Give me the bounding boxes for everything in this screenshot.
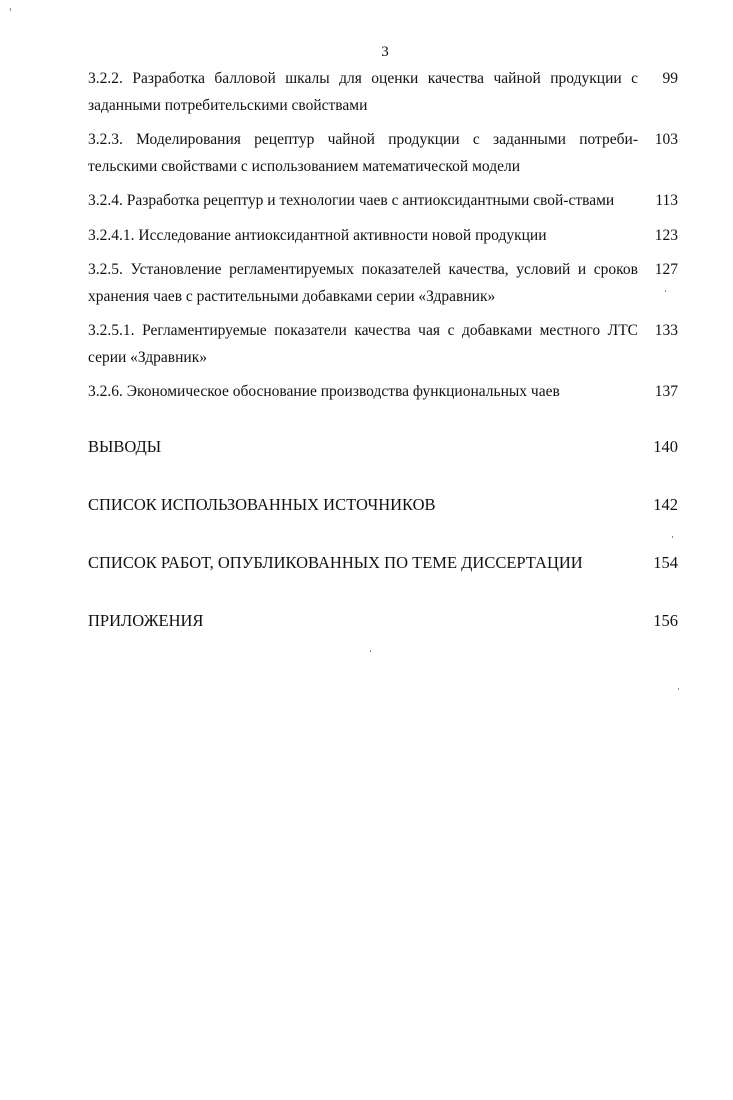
toc-entry-title: 3.2.5. Установление регламентируемых показателей качества, условий и сроков хранения чаев с растительными добавками серии «Здравник» bbox=[88, 261, 638, 305]
toc-entry-title: ВЫВОДЫ bbox=[88, 436, 162, 456]
scan-speck bbox=[665, 290, 666, 292]
toc-entry-page: 133 bbox=[654, 322, 678, 339]
toc-entry-page: 154 bbox=[653, 552, 678, 572]
page-number: 3 bbox=[381, 44, 389, 60]
toc-entry-title: СПИСОК ИСПОЛЬЗОВАННЫХ ИСТОЧНИКОВ bbox=[88, 494, 436, 514]
toc-entry-title: 3.2.3. Моделирования рецептур чайной продукции с заданными потреби-тельскими свойствами с использованием математической модели bbox=[88, 131, 638, 175]
toc-entry-title: 3.2.6. Экономическое обоснование производства функциональных чаев bbox=[88, 383, 560, 400]
toc-entry-page: 137 bbox=[654, 383, 678, 400]
toc-entry bbox=[88, 318, 678, 371]
toc-entry-page: 127 bbox=[654, 261, 678, 278]
toc-entry-page: 142 bbox=[653, 494, 678, 514]
toc-entry-title: 3.2.5.1. Регламентируемые показатели качества чая с добавками местного ЛТС серии «Здравник» bbox=[88, 322, 638, 366]
scan-speck bbox=[370, 650, 371, 652]
toc-entry bbox=[88, 379, 678, 406]
toc-entry-page: 140 bbox=[653, 436, 678, 456]
toc-entry bbox=[88, 127, 678, 180]
toc-section-conclusions bbox=[88, 434, 678, 460]
table-of-contents bbox=[88, 66, 678, 642]
toc-entry-title: 3.2.4.1. Исследование антиоксидантной активности новой продукции bbox=[88, 226, 547, 244]
toc-entry bbox=[88, 223, 678, 250]
scan-speck bbox=[678, 688, 679, 690]
toc-entry-title: 3.2.2. Разработка балловой шкалы для оценки качества чайной продукции с заданными потребительскими свойствами bbox=[88, 70, 638, 114]
scan-speck bbox=[10, 8, 11, 11]
toc-entry-title: СПИСОК РАБОТ, ОПУБЛИКОВАННЫХ ПО ТЕМЕ ДИССЕРТАЦИИ bbox=[88, 552, 583, 572]
toc-section-references bbox=[88, 492, 678, 518]
toc-entry-page: 99 bbox=[662, 70, 678, 87]
toc-entry bbox=[88, 188, 678, 215]
toc-entry-page: 103 bbox=[654, 131, 678, 148]
toc-section-publications bbox=[88, 550, 678, 576]
toc-entry-title: 3.2.4. Разработка рецептур и технологии чаев с антиоксидантными свой-ствами bbox=[88, 192, 615, 209]
toc-entry-page: 123 bbox=[654, 226, 678, 244]
toc-section-appendices bbox=[88, 608, 678, 634]
scan-speck bbox=[672, 536, 673, 538]
toc-entry-page: 156 bbox=[653, 610, 678, 630]
toc-entry-page: 113 bbox=[655, 192, 678, 209]
toc-entry bbox=[88, 66, 678, 119]
toc-entry bbox=[88, 257, 678, 310]
toc-entry-title: ПРИЛОЖЕНИЯ bbox=[88, 610, 204, 630]
